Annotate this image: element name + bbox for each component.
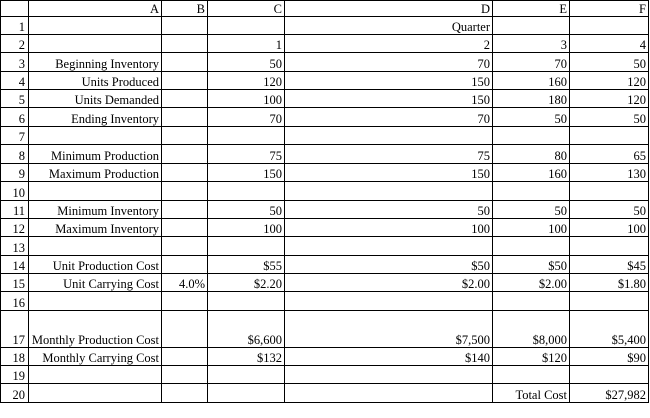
cell-c6[interactable]: 70 [208,108,285,127]
cell-f15[interactable]: $1.80 [570,274,649,292]
cell-f3[interactable]: 50 [570,53,649,72]
cell-c5[interactable]: 100 [208,90,285,108]
row-header-6[interactable]: 6 [0,108,29,127]
cell-c15[interactable]: $2.20 [208,274,285,292]
cell-f16[interactable] [570,292,649,311]
cell-b5[interactable] [162,90,208,108]
cell-c12[interactable]: 100 [208,219,285,237]
cell-d16[interactable] [285,292,493,311]
cell-f2[interactable]: 4 [570,35,649,53]
column-header-a[interactable]: A [29,0,162,17]
cell-d20[interactable] [285,384,493,403]
cell-e4[interactable]: 160 [493,72,570,90]
cell-f19[interactable] [570,366,649,384]
row-header-2[interactable]: 2 [0,35,29,53]
cell-e1[interactable] [493,17,570,35]
row-header-19[interactable]: 19 [0,366,29,384]
cell-a2[interactable] [29,35,162,53]
cell-d15[interactable]: $2.00 [285,274,493,292]
column-header-b[interactable]: B [162,0,208,17]
cell-b20[interactable] [162,384,208,403]
cell-d5[interactable]: 150 [285,90,493,108]
cell-f12[interactable]: 100 [570,219,649,237]
cell-c3[interactable]: 50 [208,53,285,72]
cell-e10[interactable] [493,182,570,201]
cell-b17[interactable] [162,311,208,348]
cell-a1[interactable] [29,17,162,35]
row-header-3[interactable]: 3 [0,53,29,72]
cell-b15[interactable]: 4.0% [162,274,208,292]
cell-c4[interactable]: 120 [208,72,285,90]
cell-d17[interactable]: $7,500 [285,311,493,348]
cell-b14[interactable] [162,256,208,274]
cell-e9[interactable]: 160 [493,164,570,182]
cell-b13[interactable] [162,237,208,256]
cell-b11[interactable] [162,201,208,219]
cell-c10[interactable] [208,182,285,201]
row-header-9[interactable]: 9 [0,164,29,182]
cell-e12[interactable]: 100 [493,219,570,237]
cell-b16[interactable] [162,292,208,311]
cell-f18[interactable]: $90 [570,348,649,366]
column-header-c[interactable]: C [208,0,285,17]
cell-b9[interactable] [162,164,208,182]
cell-c14[interactable]: $55 [208,256,285,274]
cell-e15[interactable]: $2.00 [493,274,570,292]
row-header-4[interactable]: 4 [0,72,29,90]
cell-f14[interactable]: $45 [570,256,649,274]
cell-e14[interactable]: $50 [493,256,570,274]
cell-a17[interactable]: Monthly Production Cost [29,311,162,348]
cell-a16[interactable] [29,292,162,311]
cell-b18[interactable] [162,348,208,366]
cell-e17[interactable]: $8,000 [493,311,570,348]
row-header-11[interactable]: 11 [0,201,29,219]
cell-c13[interactable] [208,237,285,256]
cell-a6[interactable]: Ending Inventory [29,108,162,127]
cell-a9[interactable]: Maximum Production [29,164,162,182]
column-header-e[interactable]: E [493,0,570,17]
cell-d14[interactable]: $50 [285,256,493,274]
cell-e6[interactable]: 50 [493,108,570,127]
row-header-8[interactable]: 8 [0,145,29,164]
cell-c11[interactable]: 50 [208,201,285,219]
select-all-corner[interactable] [0,0,29,17]
cell-d18[interactable]: $140 [285,348,493,366]
cell-d13[interactable] [285,237,493,256]
cell-b2[interactable] [162,35,208,53]
cell-a5[interactable]: Units Demanded [29,90,162,108]
cell-d6[interactable]: 70 [285,108,493,127]
cell-b6[interactable] [162,108,208,127]
row-header-20[interactable]: 20 [0,384,29,403]
column-header-d[interactable]: D [285,0,493,17]
cell-a4[interactable]: Units Produced [29,72,162,90]
cell-a3[interactable]: Beginning Inventory [29,53,162,72]
cell-b1[interactable] [162,17,208,35]
cell-a11[interactable]: Minimum Inventory [29,201,162,219]
cell-a10[interactable] [29,182,162,201]
cell-a18[interactable]: Monthly Carrying Cost [29,348,162,366]
cell-a15[interactable]: Unit Carrying Cost [29,274,162,292]
row-header-7[interactable]: 7 [0,127,29,145]
cell-c20[interactable] [208,384,285,403]
cell-d9[interactable]: 150 [285,164,493,182]
cell-d12[interactable]: 100 [285,219,493,237]
cell-d4[interactable]: 150 [285,72,493,90]
cell-f5[interactable]: 120 [570,90,649,108]
cell-c2[interactable]: 1 [208,35,285,53]
cell-c9[interactable]: 150 [208,164,285,182]
cell-c7[interactable] [208,127,285,145]
cell-a7[interactable] [29,127,162,145]
cell-b19[interactable] [162,366,208,384]
cell-f4[interactable]: 120 [570,72,649,90]
row-header-12[interactable]: 12 [0,219,29,237]
cell-e2[interactable]: 3 [493,35,570,53]
cell-e13[interactable] [493,237,570,256]
row-header-14[interactable]: 14 [0,256,29,274]
cell-a20[interactable] [29,384,162,403]
cell-b8[interactable] [162,145,208,164]
cell-f20[interactable]: $27,982 [570,384,649,403]
cell-a8[interactable]: Minimum Production [29,145,162,164]
cell-e8[interactable]: 80 [493,145,570,164]
row-header-13[interactable]: 13 [0,237,29,256]
cell-a14[interactable]: Unit Production Cost [29,256,162,274]
cell-d7[interactable] [285,127,493,145]
cell-c17[interactable]: $6,600 [208,311,285,348]
cell-f9[interactable]: 130 [570,164,649,182]
cell-e19[interactable] [493,366,570,384]
cell-d3[interactable]: 70 [285,53,493,72]
cell-d8[interactable]: 75 [285,145,493,164]
cell-d10[interactable] [285,182,493,201]
column-header-f[interactable]: F [570,0,649,17]
cell-f6[interactable]: 50 [570,108,649,127]
row-header-1[interactable]: 1 [0,17,29,35]
cell-f8[interactable]: 65 [570,145,649,164]
cell-f7[interactable] [570,127,649,145]
row-header-15[interactable]: 15 [0,274,29,292]
cell-d19[interactable] [285,366,493,384]
cell-c18[interactable]: $132 [208,348,285,366]
cell-b4[interactable] [162,72,208,90]
cell-e16[interactable] [493,292,570,311]
cell-f13[interactable] [570,237,649,256]
cell-f11[interactable]: 50 [570,201,649,219]
row-header-18[interactable]: 18 [0,348,29,366]
cell-c16[interactable] [208,292,285,311]
cell-b3[interactable] [162,53,208,72]
cell-e3[interactable]: 70 [493,53,570,72]
row-header-17[interactable]: 17 [0,311,29,348]
row-header-5[interactable]: 5 [0,90,29,108]
cell-a19[interactable] [29,366,162,384]
cell-c1[interactable] [208,17,285,35]
cell-f1[interactable] [570,17,649,35]
cell-a12[interactable]: Maximum Inventory [29,219,162,237]
cell-b7[interactable] [162,127,208,145]
cell-d1[interactable]: Quarter [285,17,493,35]
row-header-16[interactable]: 16 [0,292,29,311]
cell-c8[interactable]: 75 [208,145,285,164]
cell-f10[interactable] [570,182,649,201]
cell-e7[interactable] [493,127,570,145]
cell-d11[interactable]: 50 [285,201,493,219]
cell-d2[interactable]: 2 [285,35,493,53]
cell-b10[interactable] [162,182,208,201]
cell-f17[interactable]: $5,400 [570,311,649,348]
cell-e20[interactable]: Total Cost [493,384,570,403]
cell-e11[interactable]: 50 [493,201,570,219]
row-header-10[interactable]: 10 [0,182,29,201]
cell-c19[interactable] [208,366,285,384]
cell-e5[interactable]: 180 [493,90,570,108]
cell-e18[interactable]: $120 [493,348,570,366]
cell-a13[interactable] [29,237,162,256]
cell-b12[interactable] [162,219,208,237]
